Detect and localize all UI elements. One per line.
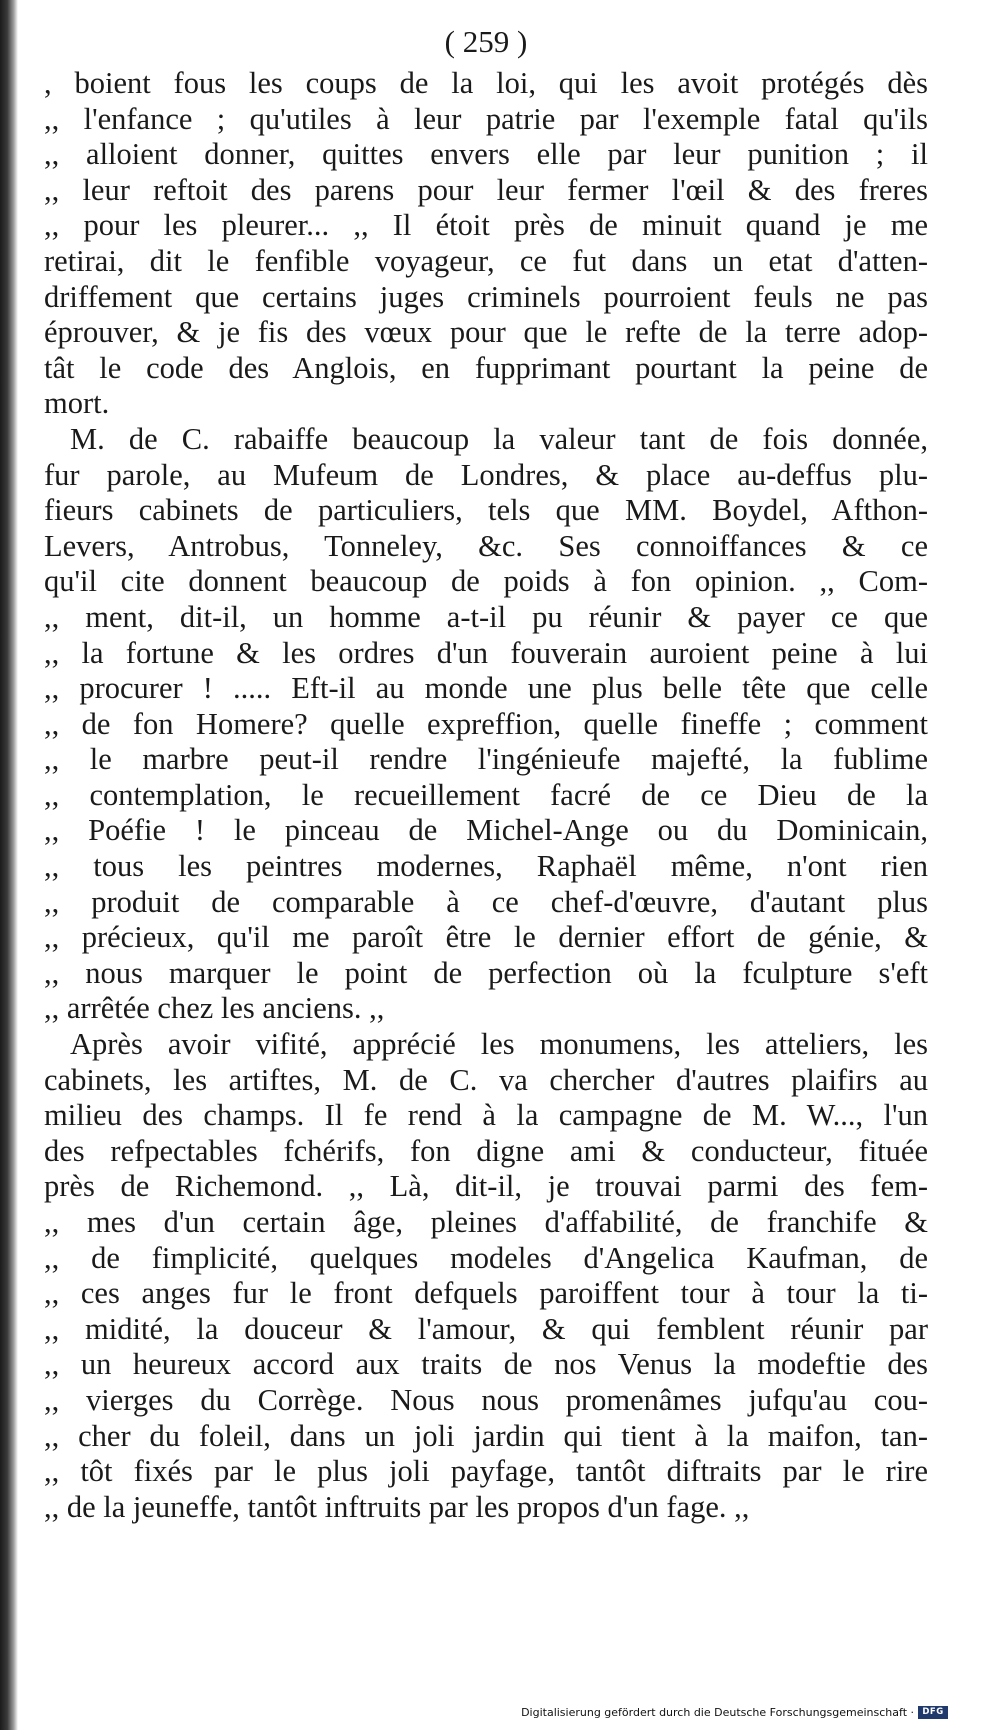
text-line: mort. bbox=[44, 386, 110, 421]
credit-text: Digitalisierung gefördert durch die Deutsche Forschungsgemeinschaft · bbox=[521, 1706, 914, 1719]
text-line: ,, l'enfance ; qu'utiles à leur patrie par l'exemple fatal qu'ils bbox=[44, 101, 928, 136]
text-line: ,, procurer ! ..... Eft-il au monde une plus belle tête que celle bbox=[44, 671, 928, 706]
text-line: ,, nous marquer le point de perfection où la fculpture s'eft bbox=[44, 955, 928, 990]
text-line: retirai, dit le fenfible voyageur, ce fut dans un etat d'atten- bbox=[44, 243, 928, 278]
text-line: ,, un heureux accord aux traits de nos Venus la modeftie des bbox=[44, 1347, 928, 1382]
text-line: , boient fous les coups de la loi, qui les avoit protégés dès bbox=[44, 66, 928, 100]
text-line: ,, produit de comparable à ce chef-d'œuvre, d'autant plus bbox=[44, 884, 928, 919]
text-line: milieu des champs. Il fe rend à la campagne de M. W..., l'un bbox=[44, 1098, 928, 1133]
text-line: ,, leur reftoit des parens pour leur fermer l'œil & des freres bbox=[44, 172, 928, 207]
text-line: ,, précieux, qu'il me paroît être le dernier effort de génie, & bbox=[44, 920, 928, 955]
text-line: ,, tôt fixés par le plus joli payfage, tantôt diftraits par le rire bbox=[44, 1454, 928, 1489]
text-line: ,, le marbre peut-il rendre l'ingénieufe majefté, la fublime bbox=[44, 742, 928, 777]
text-line: des refpectables fchérifs, fon digne ami & conducteur, fituée bbox=[44, 1133, 928, 1168]
text-line: ,, pour les pleurer... ,, Il étoit près de minuit quand je me bbox=[44, 208, 928, 243]
text-line: éprouver, & je fis des vœux pour que le refte de la terre adop- bbox=[44, 315, 928, 350]
book-page bbox=[44, 22, 928, 1525]
text-line: ,, contemplation, le recueillement facré de ce Dieu de la bbox=[44, 777, 928, 812]
page-number: ( 259 ) bbox=[444, 24, 528, 59]
text-line: près de Richemond. ,, Là, dit-il, je trouvai parmi des fem- bbox=[44, 1169, 928, 1204]
text-line: ,, Poéfie ! le pinceau de Michel-Ange ou du Dominicain, bbox=[44, 813, 928, 848]
text-line: tât le code des Anglois, en fupprimant pourtant la peine de bbox=[44, 350, 928, 385]
text-line: ,, mes d'un certain âge, pleines d'affabilité, de franchife & bbox=[44, 1205, 928, 1239]
text-line: ,, vierges du Corrège. Nous nous promenâmes jufqu'au cou- bbox=[44, 1382, 928, 1417]
text-line: ,, cher du foleil, dans un joli jardin qui tient à la maifon, tan- bbox=[44, 1418, 928, 1453]
text-line: M. de C. rabaiffe beaucoup la valeur tant de fois donnée, bbox=[70, 421, 928, 456]
scan-binding-shadow bbox=[0, 0, 18, 1730]
dfg-logo: DFG bbox=[918, 1706, 948, 1719]
text-line: ,, de fon Homere? quelle expreffion, quelle fineffe ; comment bbox=[44, 706, 928, 741]
text-line: fur parole, au Mufeum de Londres, & place au-deffus plu- bbox=[44, 457, 928, 492]
text-line: ,, midité, la douceur & l'amour, & qui femblent réunir par bbox=[44, 1311, 928, 1346]
digitization-credit bbox=[521, 1706, 948, 1719]
text-line: ,, alloient donner, quittes envers elle par leur punition ; il bbox=[44, 137, 928, 172]
text-line: fieurs cabinets de particuliers, tels que MM. Boydel, Afthon- bbox=[44, 493, 928, 528]
text-line: ,, ces anges fur le front defquels paroiffent tour à tour la ti- bbox=[44, 1276, 928, 1311]
body-text bbox=[44, 66, 928, 1525]
text-line: ,, de la jeuneffe, tantôt inftruits par les propos d'un fage. ,, bbox=[44, 1489, 750, 1524]
text-line: ,, de fimplicité, quelques modeles d'Angelica Kaufman, de bbox=[44, 1240, 928, 1275]
text-line: cabinets, les artiftes, M. de C. va chercher d'autres plaifirs au bbox=[44, 1062, 928, 1097]
text-line: driffement que certains juges criminels pourroient feuls ne pas bbox=[44, 279, 928, 314]
text-line: ,, la fortune & les ordres d'un fouverain auroient peine à lui bbox=[44, 635, 928, 670]
text-line: Après avoir vifité, apprécié les monumens, les atteliers, les bbox=[70, 1027, 928, 1062]
text-line: ,, arrêtée chez les anciens. ,, bbox=[44, 991, 385, 1026]
text-line: Levers, Antrobus, Tonneley, &c. Ses connoiffances & ce bbox=[44, 528, 928, 563]
text-line: qu'il cite donnent beaucoup de poids à fon opinion. ,, Com- bbox=[44, 564, 928, 599]
text-line: ,, tous les peintres modernes, Raphaël même, n'ont rien bbox=[44, 849, 928, 884]
text-line: ,, ment, dit-il, un homme a-t-il pu réunir & payer ce que bbox=[44, 599, 928, 634]
